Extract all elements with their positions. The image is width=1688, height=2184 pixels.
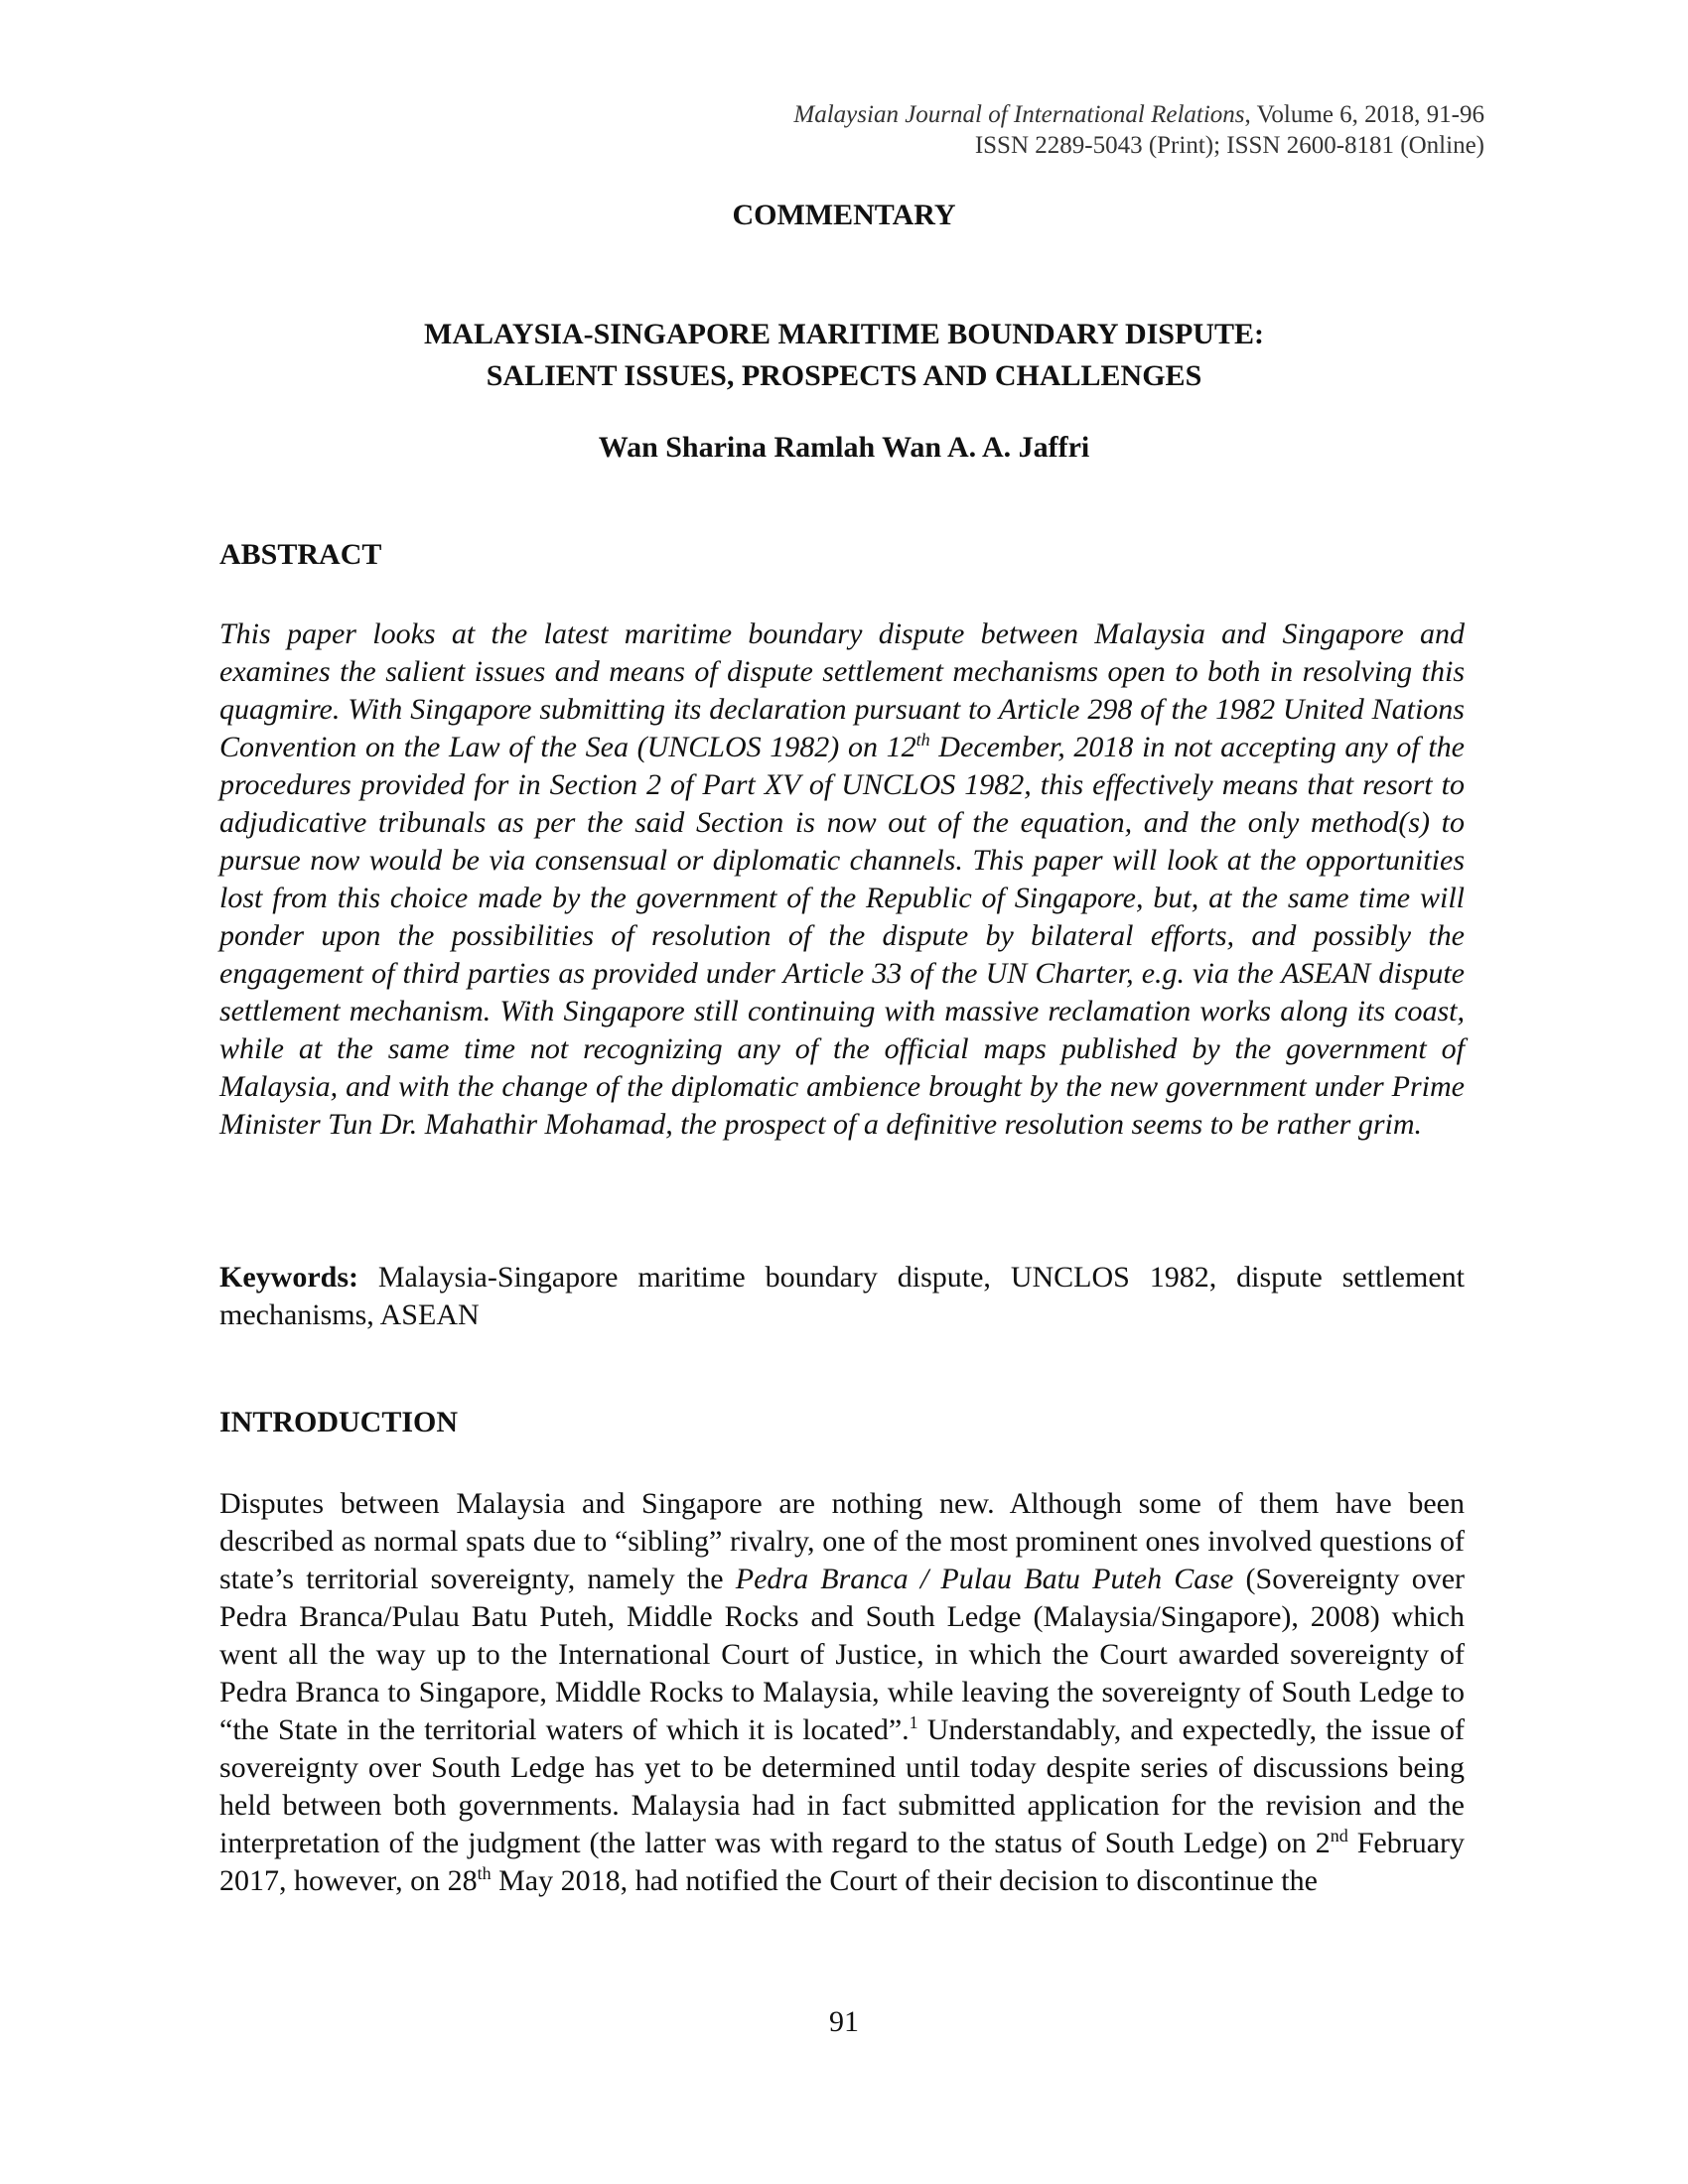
- journal-header: [793, 99, 1484, 161]
- introduction-text: [219, 1485, 1465, 1900]
- page-number: 91: [829, 2005, 859, 2038]
- intro-text-part-2: (Sovereignty over Pedra Branca/Pulau Batu Puteh, Middle Rocks and South Ledge (Malaysia/Singapore), 2008) which went all the way up to the International Court of Justice, in which the Court awarded sovereignty of Pedra Branca to Singapore, Middle Rocks to Malaysia, while leaving the sovereignty of South Ledge to “the State in the territorial waters of which it is located”.: [219, 1563, 1466, 1746]
- keywords-text: Malaysia-Singapore maritime boundary dispute, UNCLOS 1982, dispute settlement mechanisms, ASEAN: [219, 1261, 1465, 1331]
- keywords: [219, 1259, 1465, 1334]
- intro-text-part-4: February 2017, however, on 28: [219, 1827, 1465, 1897]
- journal-citation: [793, 99, 1484, 130]
- intro-text-part-5: May 2018, had notified the Court of their decision to discontinue the: [491, 1864, 1318, 1897]
- section-label: COMMENTARY: [732, 199, 956, 231]
- author-name: Wan Sharina Ramlah Wan A. A. Jaffri: [598, 431, 1090, 464]
- journal-name: Malaysian Journal of International Relations: [793, 101, 1245, 128]
- title-line-1: MALAYSIA-SINGAPORE MARITIME BOUNDARY DISPUTE:: [424, 318, 1264, 350]
- case-name: Pedra Branca / Pulau Batu Puteh Case: [735, 1563, 1234, 1595]
- abstract-heading: ABSTRACT: [219, 538, 382, 571]
- journal-volume: , Volume 6, 2018, 91-96: [1244, 101, 1484, 128]
- introduction-heading: INTRODUCTION: [219, 1406, 459, 1438]
- title-line-2: SALIENT ISSUES, PROSPECTS AND CHALLENGES: [486, 359, 1202, 392]
- intro-superscript-th: th: [477, 1863, 492, 1883]
- abstract-text: [219, 615, 1465, 1144]
- paper-title: [0, 314, 1688, 397]
- abstract-superscript: th: [915, 730, 930, 750]
- intro-text-part-1: Disputes between Malaysia and Singapore are nothing new. Although some of them have been described as normal spats due to “sibling” rivalry, one of the most prominent ones involved questions of state’s territorial sovereignty, namely the: [219, 1487, 1465, 1595]
- journal-issn: ISSN 2289-5043 (Print); ISSN 2600-8181 (Online): [974, 132, 1484, 159]
- intro-superscript-nd: nd: [1330, 1826, 1348, 1845]
- footnote-reference[interactable]: 1: [909, 1712, 918, 1732]
- abstract-text-part-2: December, 2018 in not accepting any of the procedures provided for in Section 2 of Part XV of UNCLOS 1982, this effectively means that resort to adjudicative tribunals as per the said Section is now out of the equation, and the only method(s) to pursue now would be via consensual or diplomatic channels. This paper will look at the opportunities lost from this choice made by the government of the Republic of Singapore, but, at the same time will ponder upon the possibilities of resolution of the dispute by bilateral efforts, and possibly the engagement of third parties as provided under Article 33 of the UN Charter, e.g. via the ASEAN dispute settlement mechanism. With Singapore still continuing with massive reclamation works along its coast, while at the same time not recognizing any of the official maps published by the government of Malaysia, and with the change of the diplomatic ambience brought by the new government under Prime Minister Tun Dr. Mahathir Mohamad, the prospect of a definitive resolution seems to be rather grim.: [219, 731, 1465, 1141]
- intro-text-part-3: Understandably, and expectedly, the issue of sovereignty over South Ledge has yet to be determined until today despite series of discussions being held between both governments. Malaysia had in fact submitted application for the revision and the interpretation of the judgment (the latter was with regard to the status of South Ledge) on 2: [219, 1713, 1465, 1859]
- abstract-text-part-1: This paper looks at the latest maritime boundary dispute between Malaysia and Singapore and examines the salient issues and means of dispute settlement mechanisms open to both in resolving this quagmire. With Singapore submitting its declaration pursuant to Article 298 of the 1982 United Nations Convention on the Law of the Sea (UNCLOS 1982) on 12: [219, 617, 1465, 763]
- keywords-label: Keywords:: [219, 1261, 358, 1294]
